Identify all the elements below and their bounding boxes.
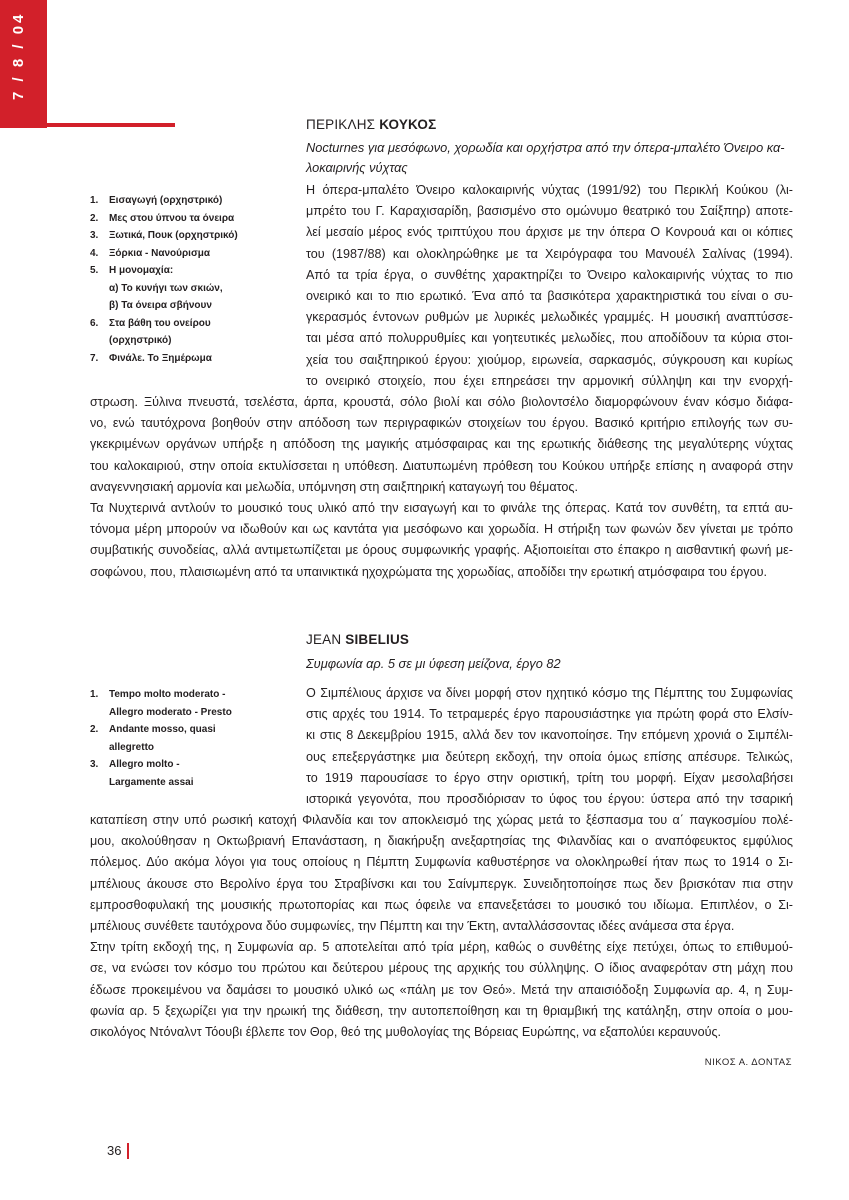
text-line: το 1919 παρουσίασε το έργο στην οριστική, τρίτη του μορφή. Είχαν μεσολαβήσει [306,770,793,785]
movement-item [90,774,270,792]
movement-item [90,245,270,263]
text-line: του (1987/88) και ολοκληρώθηκε με τα Χειρόγραφα του Μανουέλ Σαλίνας (1994). [306,246,793,261]
movement-number: 5. [90,265,99,276]
text-line: μπρέτο του Γ. Καραχισαρίδη, βασισμένο στο ομώνυμο θεατρικό του Σαίξπηρ) αποτε- [306,204,793,219]
text-line: φωνία αρ. 5 ξεχωρίζει για την ηρωική της διάθεση, την αυτοπεποίθηση και τη θριαμβική της κατάληξη, στην οποία ο μου- [90,1003,793,1018]
koukos-body-text [90,392,793,583]
composer-last-name: ΚΟΥΚΟΣ [379,117,437,132]
text-line: συμβατικής συνοδείας, αλλά αντιμετωπίζεται με όρους συμφωνικής γραφής. Αξιοποιείται στο έπακρο η αισθαντική φωνή με- [90,543,793,558]
text-line: ται μέσα από πολυρρυθμίες και γοητευτικές μελωδίες, που αποδίδουν τα κύρια στοι- [306,331,793,346]
movement-title: Φινάλε. Το Ξημέρωμα [109,352,212,364]
movement-item [90,332,270,350]
movement-item [90,686,270,704]
movement-title: allegretto [109,741,155,753]
movement-number: 2. [90,212,99,224]
movement-title: Στα βάθη του ονείρου [109,317,211,329]
text-line: Από τα τρία έργα, ο συνθέτης χαρακτηρίζει το Όνειρο καλοκαιρινής νύχτας το πιο [306,267,793,282]
movement-number: 6. [90,317,99,329]
movement-title: Allegro molto - [109,759,180,770]
movement-title: Largamente assai [109,776,194,788]
work-title-sibelius [306,654,796,674]
text-line: Η όπερα-μπαλέτο Όνειρο καλοκαιρινής νύχτας (1991/92) του Περικλή Κούκου (λι- [306,183,793,197]
text-line: μπέλιους άκουσε στο Βερολίνο έργα του Στραβίνσκι και του Σαίνμπεργκ. Συνειδητοποίησε πως δεν βρισκόταν πια στην [90,876,793,891]
work-title-line: Συμφωνία αρ. 5 σε μι ύφεση μείζονα, έργο 82 [306,656,561,671]
text-line: νο, ενώ ταυτόχρονα βοηθούν στην απόδοση των περιγραφικών στοιχείων του έργου. Βασικό κριτήριο επιλογής των συ- [90,416,793,431]
text-line: καταπίεση στην υπό ρωσική κατοχή Φιλανδία και τον αποκλεισμό της χώρας μετά το ξέσπασμα του α΄ παγκοσμίου πολέ- [90,813,793,827]
sibelius-intro-text [306,683,793,810]
movement-item [90,227,270,245]
text-line: Τα Νυχτερινά αντλούν το μουσικό τους υλικό από την εισαγωγή και το φινάλε της όπερας. Κατά τον συνθέτη, τα επτά αυ- [90,501,793,516]
work-title-line: λοκαιρινής νύχτας [306,160,408,175]
red-header-tab [0,0,47,128]
text-line: μου, ακολούθησαν η Οκτωβριανή Επανάσταση, η διακήρυξη ανεξαρτησίας της Φιλανδίας και ο αναπόφευκτος εμφύλιος [90,834,793,849]
movement-title: β) Τα όνειρα σβήνουν [109,300,212,311]
movement-item [90,210,270,228]
movement-number: 4. [90,247,99,259]
movement-item [90,756,270,774]
red-rule [47,123,175,127]
text-line: σικολόγος Ντόναλντ Τόουβι έβλεπε τον Θορ, θεό της μυθολογίας της Βόρειας Ευρώπης, να εξαπολύει κεραυνούς. [90,1025,722,1040]
text-line: εμπροσθοφυλακή της μουσικής πρωτοπορίας και πως όφειλε να επανεξετάσει το μουσικό του ιδίωμα. Επιπλέον, ο Σι- [90,897,793,912]
movement-item [90,739,270,757]
text-line: ους επεξεργάστηκε μια δεύτερη εκδοχή, την οποία όμως επίσης απέσυρε. Τελικώς, [306,749,793,764]
text-line: σοφώνου, που, πλαισιωμένη από τα υπαινικτικά ηχοχρώματα της χορωδίας, αποδίδει την ερωτική ατμόσφαιρα του έργου. [90,564,767,579]
movement-title: (ορχηστρικό) [109,335,172,346]
movement-number: 1. [90,689,99,700]
composer-first-name: JEAN [306,632,342,647]
movement-item [90,721,270,739]
movement-title: Μες στου ύπνου τα όνειρα [109,212,235,224]
movement-title: Tempo molto moderato - [109,689,226,700]
movement-title: Η μονομαχία: [109,265,174,276]
movement-list-koukos [90,192,270,367]
text-line: τόνομα μέρη μπορούν να ιδωθούν και ως καντάτα για μεσόφωνο και χορωδία. Η στήριξη των φωνών δεν γίνεται με τρόπο [90,522,793,537]
text-line: στρωση. Ξύλινα πνευστά, τσελέστα, άρπα, κρουστά, σόλο βιολί και σόλο βιολοντσέλο διαμορφώνουν έναν κόσμο διάφα- [90,395,793,409]
text-line: γκερασμός έντονων ρυθμών με λυρικές μελωδικές γραμμές. Η μουσική αναπτύσσε- [306,310,793,325]
koukos-intro-text [306,180,793,392]
author-signature: ΝΙΚΟΣ Α. ΔΟΝΤΑΣ [704,1057,792,1068]
text-line: μπέλιους συνέθετε ταυτόχρονα δύο συμφωνίες, την Πέμπτη και την Έκτη, ανταλλάσσοντας ιδέες ανάμεσα στα έργα. [90,919,735,934]
movement-item [90,262,270,280]
movement-list-sibelius [90,686,270,791]
text-line: το ονειρικό στοιχείο, που έχει επηρεάσει την αρμονική σύλληψη και την ενορχή- [306,373,793,388]
movement-item [90,297,270,315]
text-line: αναγεννησιακή αρμονία και μελωδία, υπόμνηση στη σαιξπηρική καταγωγή του θέματος. [90,479,578,494]
text-line: ονειρικό και το πιο ερωτικό. Ένα από τα βασικότερα χαρακτηριστικά του είναι ο συ- [306,289,793,304]
movement-item [90,192,270,210]
composer-first-name: ΠΕΡΙΚΛΗΣ [306,117,376,132]
movement-title: Ξόρκια - Νανούρισμα [109,247,211,259]
movement-number: 3. [90,230,99,241]
movement-number: 7. [90,352,99,364]
text-line: Στην τρίτη εκδοχή της, η Συμφωνία αρ. 5 αποτελείται από τρία μέρη, καθώς ο συνθέτης είχε πετύχει, όπως το επιθυμού- [90,940,793,955]
text-line: γκεκριμένων οργάνων υπήρξε η απόδοση της μαγικής ατμόσφαιρας και της ερωτικής διάθεσης της μεγαλύτερης νύχτας [90,437,793,452]
movement-title: Allegro moderato - Presto [109,706,232,718]
composer-heading-koukos [306,117,436,132]
composer-heading-sibelius [306,632,409,647]
movement-number: 2. [90,724,99,735]
text-line: Ο Σιμπέλιους άρχισε να δίνει μορφή στον ηχητικό κόσμο της Πέμπτης του Συμφωνίας [306,686,793,700]
movement-item [90,280,270,298]
text-line: κι στις 8 Δεκεμβρίου 1915, αλλά δεν τον ικανοποίησε. Την επόμενη χρονιά ο Σιμπέλι- [306,728,793,743]
movement-title: Εισαγωγή (ορχηστρικό) [109,195,223,206]
movement-item [90,350,270,368]
text-line: λεί μεσαίο μέρος ενός τριπτύχου που άρχισε με την όπερα Ο Κονρουά και οι κόπιες [306,225,793,240]
text-line: έδωσε προκειμένου να δαμάσει το μουσικό υλικό ως «πάλη με τον Θεό». Μετά την απαισιόδοξη Συμφωνία αρ. 4, η Συμ- [90,982,793,997]
text-line: του καλοκαιριού, στην οποία εκτυλίσσεται η υπόθεση. Διατυπωμένη πρόθεση του Κούκου υπήρξε επίσης η αναφορά στην [90,458,793,473]
movement-title: Andante mosso, quasi [109,724,216,735]
work-title-line: Nocturnes για μεσόφωνο, χορωδία και ορχήστρα από την όπερα-μπαλέτο Όνειρο κα- [306,140,785,155]
page-number: 36 [107,1143,129,1159]
sibelius-body-text [90,810,793,1043]
issue-date: 7 / 8 / 04 [10,11,27,100]
movement-item [90,315,270,333]
movement-title: α) Το κυνήγι των σκιών, [109,282,223,294]
movement-number: 3. [90,759,99,770]
movement-item [90,704,270,722]
text-line: πόλεμος. Δύο ακόμα λόγοι για τους οποίους η Πέμπτη Συμφωνία καθυστέρησε να ολοκληρωθεί ήταν πως το 1914 ο Σι- [90,855,793,870]
composer-last-name: SIBELIUS [345,632,410,647]
text-line: σε, να ενώσει τον κόσμο του πρώτου και δεύτερου μέρους της αρχικής του σύλληψης. Ο ίδιος αναφερόταν στη μάχη που [90,961,793,976]
work-title-koukos [306,138,796,178]
movement-number: 1. [90,195,99,206]
movement-title: Ξωτικά, Πουκ (ορχηστρικό) [109,230,238,241]
text-line: στις αρχές του 1914. Το τετραμερές έργο παρουσιάστηκε για πρώτη φορά στο Ελσίν- [306,707,793,722]
text-line: ιστορικά γεγονότα, που προσδιόρισαν το ύφος του έργου: ύστερα από την τσαρική [306,792,793,807]
text-line: χεία του σαιξπηρικού έργου: χιούμορ, ειρωνεία, σαρκασμός, σύγκρουση και κυρίως [306,352,793,367]
